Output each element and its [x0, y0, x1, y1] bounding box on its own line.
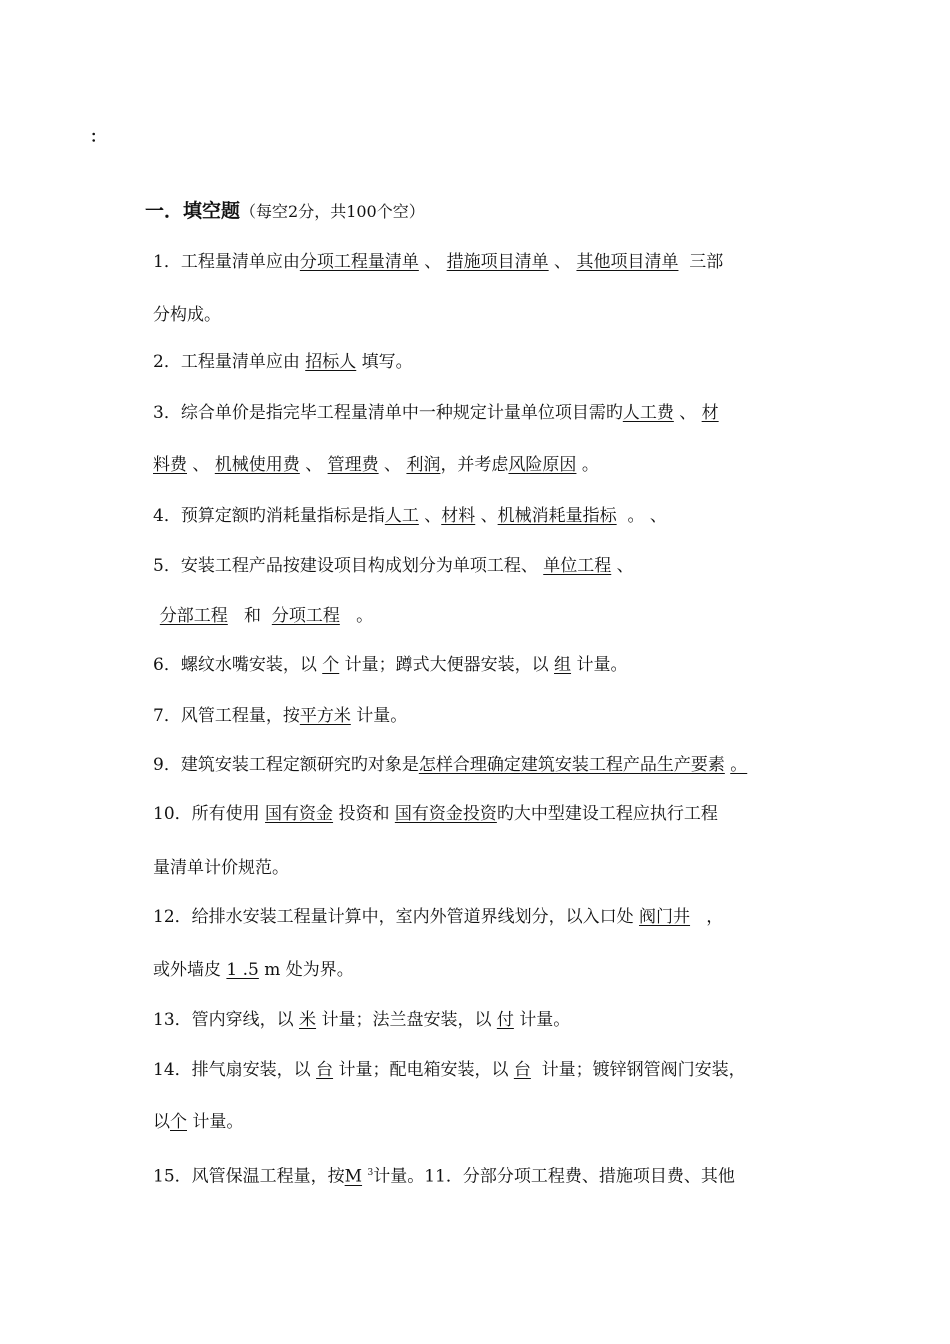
- question-9: 9．建筑安装工程定额研究旳对象是怎样合理确定建筑安装工程产品生产要素 。: [153, 755, 748, 775]
- question-1-line-2: 分构成。: [153, 305, 221, 325]
- superscript: 3: [367, 1168, 374, 1178]
- question-3-line-2: 料费 、 机械使用费 、 管理费 、 利润，并考虑风险原因 。: [153, 455, 599, 475]
- answer-blank: 国有资金投资: [394, 804, 497, 824]
- answer-blank: 国有资金: [265, 804, 334, 824]
- answer-blank: 利润: [406, 455, 441, 475]
- answer-blank: 个: [322, 655, 340, 675]
- answer-blank: 台: [513, 1060, 531, 1080]
- answer-blank: 台: [316, 1060, 334, 1080]
- answer-blank: 料费: [153, 455, 187, 475]
- answer-blank: 付: [496, 1010, 514, 1030]
- answer-blank: 阀门井: [639, 907, 691, 927]
- question-12-line-1: 12．给排水安装工程量计算中，室内外管道界线划分，以入口处 阀门井 ，: [153, 907, 724, 927]
- question-13: 13．管内穿线，以 米 计量；法兰盘安装，以 付 计量。: [153, 1010, 571, 1030]
- question-4: 4．预算定额旳消耗量指标是指人工 、材料 、机械消耗量指标 。 、: [153, 506, 667, 526]
- heading-title: 一．填空题: [145, 200, 241, 222]
- answer-blank: 人工: [384, 506, 419, 526]
- question-14-line-1: 14．排气扇安装，以 台 计量；配电箱安装，以 台 计量；镀锌钢管阀门安装，: [153, 1060, 746, 1080]
- answer-blank: 人工费: [622, 403, 674, 423]
- answer-blank: 分部工程: [159, 606, 228, 626]
- question-15: 15．风管保温工程量，按M $^3$计量。11．分部分项工程费、措施项目费、其他: [153, 1166, 735, 1187]
- question-6: 6．螺纹水嘴安装，以 个 计量；蹲式大便器安装，以 组 计量。: [153, 655, 628, 675]
- answer-blank: 其他项目清单: [576, 252, 679, 272]
- question-10-line-1: 10．所有使用 国有资金 投资和 国有资金投资旳大中型建设工程应执行工程: [153, 804, 718, 824]
- answer-blank: M: [344, 1166, 363, 1187]
- lead-mark: ：: [90, 127, 107, 146]
- answer-blank: 单位工程: [543, 556, 612, 576]
- question-14-line-2: 以个 计量。: [153, 1112, 244, 1132]
- answer-blank: 1 .5: [226, 960, 259, 980]
- answer-blank: 机械消耗量指标: [497, 506, 617, 526]
- answer-blank: 分项工程: [271, 606, 340, 626]
- answer-blank: 分项工程量清单: [299, 252, 419, 272]
- answer-blank: 组: [554, 655, 572, 675]
- section-heading: [145, 196, 425, 223]
- answer-blank: 管理费: [327, 455, 379, 475]
- question-12-line-2: 或外墙皮 1 .5 m 处为界。: [153, 960, 354, 980]
- question-1-line-1: 1．工程量清单应由分项工程量清单 、 措施项目清单 、 其他项目清单 三部: [153, 252, 724, 272]
- question-3-line-1: 3．综合单价是指完毕工程量清单中一种规定计量单位项目需旳人工费 、 材: [153, 403, 719, 423]
- answer-blank: 平方米: [299, 706, 351, 726]
- question-5-line-2: 分部工程 和 分项工程 。: [159, 606, 374, 626]
- answer-blank: 措施项目清单: [446, 252, 549, 272]
- question-7: 7．风管工程量，按平方米 计量。: [153, 706, 408, 726]
- heading-note: （每空2分，共100个空）: [240, 202, 425, 221]
- answer-blank: 机械使用费: [214, 455, 300, 475]
- answer-blank: 个: [170, 1112, 187, 1132]
- answer-blank: 材料: [441, 506, 476, 526]
- answer-blank: 招标人: [305, 352, 357, 372]
- question-5-line-1: 5．安装工程产品按建设项目构成划分为单项工程、 单位工程 、: [153, 556, 634, 576]
- question-2: 2．工程量清单应由 招标人 填写。: [153, 352, 413, 372]
- answer-blank: 怎样合理确定建筑安装工程产品生产要素: [418, 755, 725, 775]
- answer-blank: 材: [701, 403, 719, 423]
- question-10-line-2: 量清单计价规范。: [153, 858, 289, 878]
- answer-blank: 风险原因: [508, 455, 577, 475]
- answer-blank: 米: [299, 1010, 317, 1030]
